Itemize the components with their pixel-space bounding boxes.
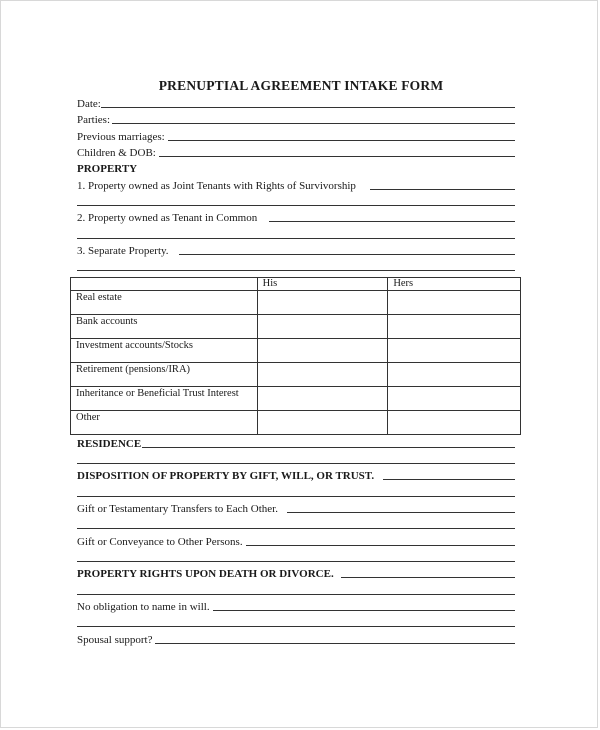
- joint-tenants-field-line2[interactable]: [77, 205, 515, 206]
- table-row: [71, 315, 521, 339]
- table-row: [71, 339, 521, 363]
- investment-hers-cell[interactable]: [388, 339, 521, 363]
- joint-tenants-field[interactable]: [370, 189, 515, 190]
- children-dob-field[interactable]: [159, 156, 515, 157]
- row-label-retirement: Retirement (pensions/IRA): [71, 363, 258, 387]
- property-heading: PROPERTY: [77, 163, 138, 175]
- residence-field-line2[interactable]: [77, 463, 515, 464]
- table-row: [71, 411, 521, 435]
- retirement-hers-cell[interactable]: [388, 363, 521, 387]
- property-item-separate: 3. Separate Property.: [77, 245, 169, 257]
- separate-property-field[interactable]: [179, 254, 515, 255]
- tenant-common-field[interactable]: [269, 221, 515, 222]
- real-estate-hers-cell[interactable]: [388, 291, 521, 315]
- date-label: Date:: [77, 98, 101, 110]
- date-field[interactable]: [101, 107, 515, 108]
- row-label-investment-accounts: Investment accounts/Stocks: [71, 339, 258, 363]
- death-divorce-heading: PROPERTY RIGHTS UPON DEATH OR DIVORCE.: [77, 568, 334, 580]
- table-row: [71, 363, 521, 387]
- separate-property-field-line2[interactable]: [77, 270, 515, 271]
- parties-field[interactable]: [112, 123, 515, 124]
- bank-accounts-his-cell[interactable]: [257, 315, 388, 339]
- residence-heading: RESIDENCE: [77, 438, 142, 450]
- other-his-cell[interactable]: [257, 411, 388, 435]
- table-header-row: [71, 278, 521, 291]
- residence-field[interactable]: [142, 447, 515, 448]
- no-obligation-label: No obligation to name in will.: [77, 601, 210, 613]
- no-obligation-field[interactable]: [213, 610, 515, 611]
- gift-others-field[interactable]: [246, 545, 515, 546]
- previous-marriages-label: Previous marriages:: [77, 131, 165, 143]
- death-divorce-field[interactable]: [341, 577, 515, 578]
- tenant-common-field-line2[interactable]: [77, 238, 515, 239]
- inheritance-hers-cell[interactable]: [388, 387, 521, 411]
- inheritance-his-cell[interactable]: [257, 387, 388, 411]
- death-divorce-field-line2[interactable]: [77, 594, 515, 595]
- disposition-field-line2[interactable]: [77, 496, 515, 497]
- investment-his-cell[interactable]: [257, 339, 388, 363]
- disposition-field[interactable]: [383, 479, 515, 480]
- no-obligation-field-line2[interactable]: [77, 626, 515, 627]
- gift-each-other-label: Gift or Testamentary Transfers to Each Other.: [77, 503, 278, 515]
- table-row: [71, 291, 521, 315]
- row-label-bank-accounts: Bank accounts: [71, 315, 258, 339]
- gift-others-field-line2[interactable]: [77, 561, 515, 562]
- row-label-real-estate: Real estate: [71, 291, 258, 315]
- retirement-his-cell[interactable]: [257, 363, 388, 387]
- property-item-tenant-common: 2. Property owned as Tenant in Common: [77, 212, 258, 224]
- form-title: PRENUPTIAL AGREEMENT INTAKE FORM: [158, 78, 444, 93]
- column-header-his: His: [257, 278, 388, 291]
- children-dob-label: Children & DOB:: [77, 147, 156, 159]
- previous-marriages-field[interactable]: [168, 140, 515, 141]
- gift-others-label: Gift or Conveyance to Other Persons.: [77, 536, 243, 548]
- disposition-heading: DISPOSITION OF PROPERTY BY GIFT, WILL, OR TRUST.: [77, 470, 375, 482]
- parties-label: Parties:: [77, 114, 110, 126]
- bank-accounts-hers-cell[interactable]: [388, 315, 521, 339]
- real-estate-his-cell[interactable]: [257, 291, 388, 315]
- table-header-blank: [71, 278, 258, 291]
- assets-table: [70, 277, 521, 435]
- spousal-support-label: Spousal support?: [77, 634, 153, 646]
- property-item-joint-tenants: 1. Property owned as Joint Tenants with Rights of Survivorship: [77, 180, 356, 192]
- column-header-hers: Hers: [388, 278, 521, 291]
- row-label-inheritance: Inheritance or Beneficial Trust Interest: [71, 387, 258, 411]
- spousal-support-field[interactable]: [155, 643, 515, 644]
- table-row: [71, 387, 521, 411]
- gift-each-other-field-line2[interactable]: [77, 528, 515, 529]
- row-label-other: Other: [71, 411, 258, 435]
- gift-each-other-field[interactable]: [287, 512, 515, 513]
- other-hers-cell[interactable]: [388, 411, 521, 435]
